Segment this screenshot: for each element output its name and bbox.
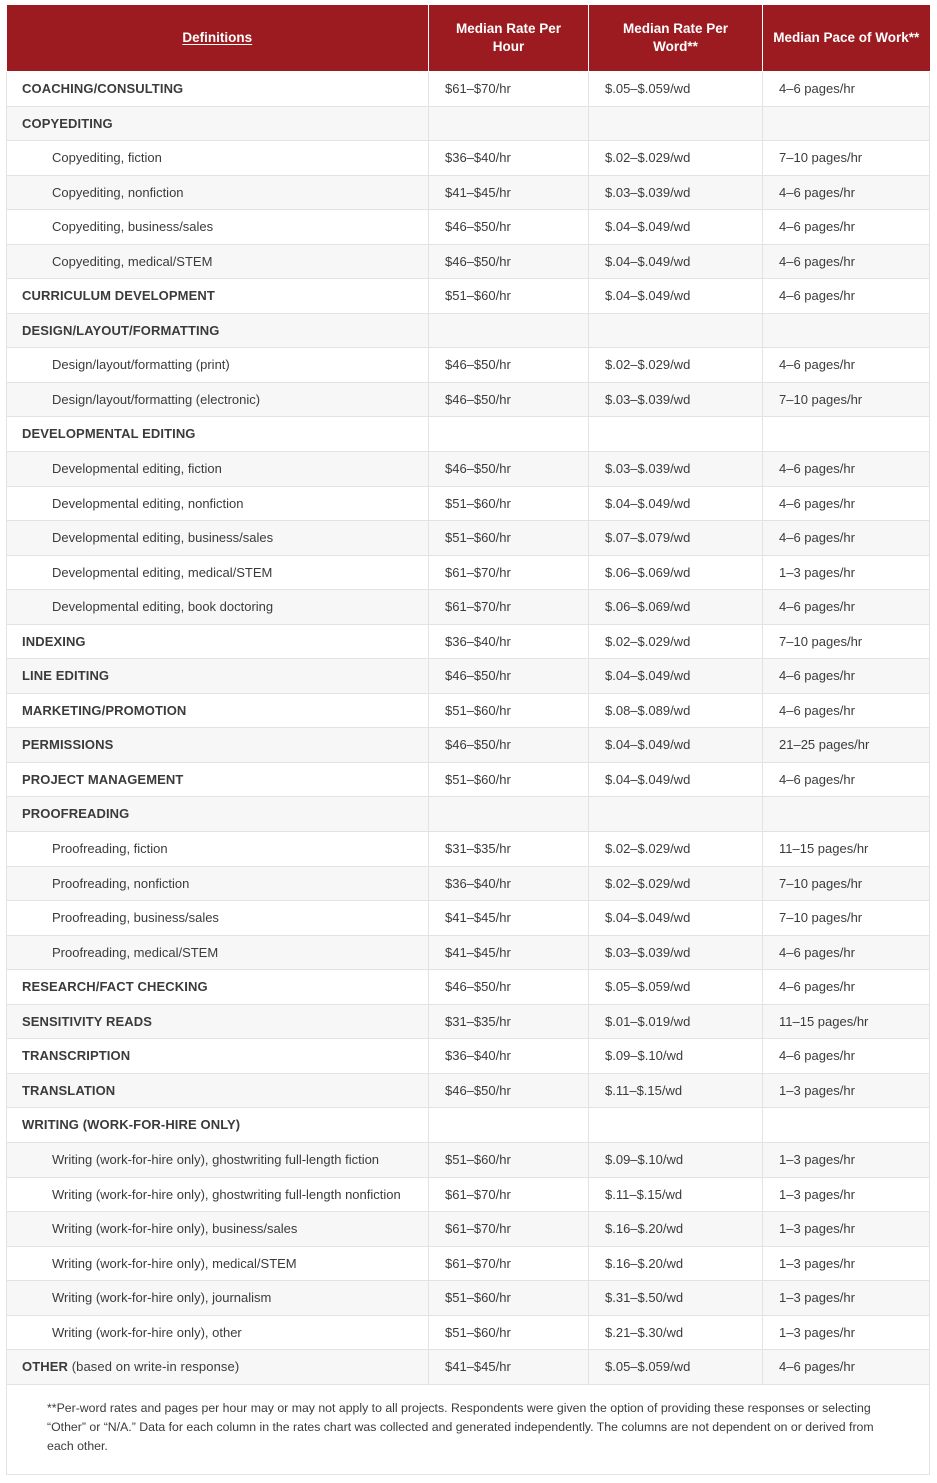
- pace-of-work-cell: 4–6 pages/hr: [763, 486, 930, 521]
- table-row: [7, 417, 930, 452]
- rate-per-word-cell: $.04–$.049/wd: [589, 901, 763, 936]
- pace-of-work-cell: [763, 797, 930, 832]
- rate-per-hour-cell: [429, 106, 589, 141]
- service-category-label: INDEXING: [7, 624, 429, 659]
- table-row: [7, 175, 930, 210]
- table-row: [7, 970, 930, 1005]
- service-category-label: DESIGN/LAYOUT/FORMATTING: [7, 313, 429, 348]
- service-subitem-label: Copyediting, nonfiction: [7, 175, 429, 210]
- rate-per-word-cell: [589, 417, 763, 452]
- rate-per-word-cell: [589, 1108, 763, 1143]
- table-row: [7, 1246, 930, 1281]
- table-row: [7, 106, 930, 141]
- rate-per-word-cell: $.02–$.029/wd: [589, 832, 763, 867]
- pace-of-work-cell: 1–3 pages/hr: [763, 1212, 930, 1247]
- rate-per-hour-cell: $61–$70/hr: [429, 590, 589, 625]
- rate-per-hour-cell: $46–$50/hr: [429, 210, 589, 245]
- rate-per-hour-cell: $51–$60/hr: [429, 521, 589, 556]
- pace-of-work-cell: 4–6 pages/hr: [763, 659, 930, 694]
- pace-of-work-cell: [763, 417, 930, 452]
- rate-per-word-cell: $.08–$.089/wd: [589, 693, 763, 728]
- rate-per-hour-cell: $51–$60/hr: [429, 279, 589, 314]
- pace-of-work-cell: 4–6 pages/hr: [763, 452, 930, 487]
- rate-per-word-cell: $.06–$.069/wd: [589, 590, 763, 625]
- rate-per-hour-cell: $46–$50/hr: [429, 382, 589, 417]
- service-subitem-label: Writing (work-for-hire only), journalism: [7, 1281, 429, 1316]
- footnote-text: **Per-word rates and pages per hour may or may not apply to all projects. Respondents were given the option of providing these responses or selecting “Other” or “N/A.” Data for each column in the rates chart was collected and generated independently. The columns are not dependent on or derived from each other.: [7, 1384, 930, 1474]
- table-row: [7, 1315, 930, 1350]
- table-row: [7, 797, 930, 832]
- pace-of-work-cell: 7–10 pages/hr: [763, 141, 930, 176]
- service-subitem-label: Writing (work-for-hire only), ghostwriting full-length fiction: [7, 1142, 429, 1177]
- rate-per-word-cell: $.04–$.049/wd: [589, 762, 763, 797]
- service-subitem-label: Writing (work-for-hire only), ghostwriting full-length nonfiction: [7, 1177, 429, 1212]
- rate-per-word-cell: $.04–$.049/wd: [589, 486, 763, 521]
- service-category-label: COACHING/CONSULTING: [7, 72, 429, 107]
- pace-of-work-cell: [763, 1108, 930, 1143]
- table-row: [7, 1108, 930, 1143]
- service-category-label: TRANSLATION: [7, 1073, 429, 1108]
- footnote-row: [7, 1384, 930, 1474]
- pace-of-work-cell: 4–6 pages/hr: [763, 348, 930, 383]
- service-category-label: LINE EDITING: [7, 659, 429, 694]
- table-row: [7, 901, 930, 936]
- table-row: [7, 1212, 930, 1247]
- service-category-label: TRANSCRIPTION: [7, 1039, 429, 1074]
- table-row: [7, 1142, 930, 1177]
- pace-of-work-cell: 7–10 pages/hr: [763, 624, 930, 659]
- rate-per-word-cell: $.16–$.20/wd: [589, 1246, 763, 1281]
- rate-per-word-cell: $.11–$.15/wd: [589, 1073, 763, 1108]
- table-row: [7, 590, 930, 625]
- rate-per-hour-cell: $51–$60/hr: [429, 1315, 589, 1350]
- table-row: [7, 659, 930, 694]
- service-subitem-label: Copyediting, medical/STEM: [7, 244, 429, 279]
- rate-per-word-cell: $.11–$.15/wd: [589, 1177, 763, 1212]
- table-row: [7, 452, 930, 487]
- editorial-rates-table: [6, 5, 930, 1475]
- table-row: [7, 1039, 930, 1074]
- service-subitem-label: Proofreading, fiction: [7, 832, 429, 867]
- rate-per-word-cell: $.04–$.049/wd: [589, 244, 763, 279]
- rate-per-hour-cell: $51–$60/hr: [429, 1281, 589, 1316]
- table-row: [7, 348, 930, 383]
- service-subitem-label: Proofreading, nonfiction: [7, 866, 429, 901]
- rate-per-hour-cell: $46–$50/hr: [429, 452, 589, 487]
- rate-per-hour-cell: $41–$45/hr: [429, 175, 589, 210]
- rate-per-hour-cell: $46–$50/hr: [429, 659, 589, 694]
- pace-of-work-cell: 11–15 pages/hr: [763, 832, 930, 867]
- pace-of-work-cell: 7–10 pages/hr: [763, 901, 930, 936]
- service-subitem-label: Writing (work-for-hire only), medical/STEM: [7, 1246, 429, 1281]
- pace-of-work-cell: 11–15 pages/hr: [763, 1004, 930, 1039]
- service-subitem-label: Writing (work-for-hire only), business/sales: [7, 1212, 429, 1247]
- rate-per-hour-cell: $36–$40/hr: [429, 866, 589, 901]
- table-row: [7, 693, 930, 728]
- rate-per-word-cell: $.05–$.059/wd: [589, 970, 763, 1005]
- rate-per-hour-cell: $46–$50/hr: [429, 1073, 589, 1108]
- column-header-pace-of-work: Median Pace of Work**: [763, 5, 930, 72]
- table-row: [7, 866, 930, 901]
- pace-of-work-cell: 4–6 pages/hr: [763, 1039, 930, 1074]
- service-category-label: WRITING (WORK-FOR-HIRE ONLY): [7, 1108, 429, 1143]
- service-category-label: SENSITIVITY READS: [7, 1004, 429, 1039]
- service-category-label: PROOFREADING: [7, 797, 429, 832]
- rate-per-word-cell: $.16–$.20/wd: [589, 1212, 763, 1247]
- table-row: [7, 555, 930, 590]
- table-row: [7, 210, 930, 245]
- service-subitem-label: Proofreading, business/sales: [7, 901, 429, 936]
- pace-of-work-cell: 4–6 pages/hr: [763, 175, 930, 210]
- rate-per-word-cell: $.02–$.029/wd: [589, 348, 763, 383]
- table-row: [7, 486, 930, 521]
- service-category-label: [7, 1350, 429, 1385]
- table-row: [7, 1177, 930, 1212]
- table-body: [7, 72, 930, 1475]
- rate-per-hour-cell: $61–$70/hr: [429, 1246, 589, 1281]
- rate-per-word-cell: $.03–$.039/wd: [589, 935, 763, 970]
- table-row: [7, 521, 930, 556]
- column-header-definitions[interactable]: [7, 5, 429, 72]
- service-subitem-label: Design/layout/formatting (electronic): [7, 382, 429, 417]
- table-row: [7, 313, 930, 348]
- table-row: [7, 72, 930, 107]
- service-subitem-label: Design/layout/formatting (print): [7, 348, 429, 383]
- service-subitem-label: Developmental editing, fiction: [7, 452, 429, 487]
- rate-per-word-cell: $.21–$.30/wd: [589, 1315, 763, 1350]
- service-subitem-label: Copyediting, business/sales: [7, 210, 429, 245]
- table-row: [7, 279, 930, 314]
- table-row: [7, 141, 930, 176]
- rate-per-hour-cell: [429, 417, 589, 452]
- rate-per-hour-cell: $46–$50/hr: [429, 244, 589, 279]
- pace-of-work-cell: 7–10 pages/hr: [763, 866, 930, 901]
- pace-of-work-cell: 4–6 pages/hr: [763, 970, 930, 1005]
- service-label-suffix: (based on write-in response): [68, 1359, 240, 1375]
- table-row: [7, 1350, 930, 1385]
- rate-per-hour-cell: $36–$40/hr: [429, 141, 589, 176]
- table-row: [7, 382, 930, 417]
- pace-of-work-cell: 4–6 pages/hr: [763, 693, 930, 728]
- service-subitem-label: Developmental editing, book doctoring: [7, 590, 429, 625]
- table-row: [7, 624, 930, 659]
- rate-per-word-cell: $.03–$.039/wd: [589, 382, 763, 417]
- table-header: [7, 5, 930, 72]
- pace-of-work-cell: 1–3 pages/hr: [763, 1315, 930, 1350]
- service-category-label: PERMISSIONS: [7, 728, 429, 763]
- pace-of-work-cell: 4–6 pages/hr: [763, 590, 930, 625]
- rate-per-word-cell: $.03–$.039/wd: [589, 175, 763, 210]
- table-row: [7, 935, 930, 970]
- rate-per-hour-cell: $36–$40/hr: [429, 624, 589, 659]
- pace-of-work-cell: 1–3 pages/hr: [763, 1142, 930, 1177]
- rate-per-word-cell: $.04–$.049/wd: [589, 728, 763, 763]
- rate-per-word-cell: $.04–$.049/wd: [589, 279, 763, 314]
- rate-per-hour-cell: $31–$35/hr: [429, 832, 589, 867]
- rate-per-hour-cell: $51–$60/hr: [429, 693, 589, 728]
- rate-per-word-cell: [589, 106, 763, 141]
- rate-per-hour-cell: $31–$35/hr: [429, 1004, 589, 1039]
- pace-of-work-cell: 1–3 pages/hr: [763, 1073, 930, 1108]
- rate-per-word-cell: $.02–$.029/wd: [589, 624, 763, 659]
- pace-of-work-cell: [763, 106, 930, 141]
- pace-of-work-cell: 4–6 pages/hr: [763, 210, 930, 245]
- pace-of-work-cell: 4–6 pages/hr: [763, 521, 930, 556]
- service-subitem-label: Copyediting, fiction: [7, 141, 429, 176]
- service-label-main: OTHER: [22, 1359, 68, 1375]
- table-row: [7, 244, 930, 279]
- column-header-rate-per-hour: Median Rate Per Hour: [429, 5, 589, 72]
- pace-of-work-cell: 1–3 pages/hr: [763, 1281, 930, 1316]
- rate-per-hour-cell: $46–$50/hr: [429, 970, 589, 1005]
- rate-per-hour-cell: [429, 1108, 589, 1143]
- pace-of-work-cell: 4–6 pages/hr: [763, 762, 930, 797]
- rate-per-hour-cell: $41–$45/hr: [429, 1350, 589, 1385]
- rate-per-hour-cell: $46–$50/hr: [429, 728, 589, 763]
- rate-per-hour-cell: $46–$50/hr: [429, 348, 589, 383]
- rate-per-word-cell: $.05–$.059/wd: [589, 72, 763, 107]
- pace-of-work-cell: 1–3 pages/hr: [763, 1177, 930, 1212]
- service-subitem-label: Writing (work-for-hire only), other: [7, 1315, 429, 1350]
- rate-per-hour-cell: [429, 313, 589, 348]
- rate-per-hour-cell: [429, 797, 589, 832]
- pace-of-work-cell: 1–3 pages/hr: [763, 1246, 930, 1281]
- pace-of-work-cell: 4–6 pages/hr: [763, 72, 930, 107]
- rate-per-hour-cell: $51–$60/hr: [429, 762, 589, 797]
- rate-per-word-cell: [589, 313, 763, 348]
- rate-per-hour-cell: $36–$40/hr: [429, 1039, 589, 1074]
- rate-per-hour-cell: $41–$45/hr: [429, 901, 589, 936]
- service-subitem-label: Developmental editing, medical/STEM: [7, 555, 429, 590]
- rate-per-word-cell: $.02–$.029/wd: [589, 141, 763, 176]
- pace-of-work-cell: 4–6 pages/hr: [763, 1350, 930, 1385]
- rate-per-hour-cell: $61–$70/hr: [429, 72, 589, 107]
- rate-per-word-cell: $.04–$.049/wd: [589, 210, 763, 245]
- pace-of-work-cell: 21–25 pages/hr: [763, 728, 930, 763]
- table-row: [7, 762, 930, 797]
- rate-per-hour-cell: $61–$70/hr: [429, 555, 589, 590]
- table-row: [7, 728, 930, 763]
- pace-of-work-cell: 7–10 pages/hr: [763, 382, 930, 417]
- rate-per-hour-cell: $51–$60/hr: [429, 486, 589, 521]
- definitions-link[interactable]: Definitions: [182, 29, 253, 45]
- service-category-label: PROJECT MANAGEMENT: [7, 762, 429, 797]
- rate-per-word-cell: $.07–$.079/wd: [589, 521, 763, 556]
- rate-per-word-cell: $.06–$.069/wd: [589, 555, 763, 590]
- pace-of-work-cell: 1–3 pages/hr: [763, 555, 930, 590]
- rate-per-hour-cell: $61–$70/hr: [429, 1212, 589, 1247]
- rate-per-hour-cell: $51–$60/hr: [429, 1142, 589, 1177]
- pace-of-work-cell: 4–6 pages/hr: [763, 935, 930, 970]
- column-header-rate-per-word: Median Rate Per Word**: [589, 5, 763, 72]
- pace-of-work-cell: 4–6 pages/hr: [763, 279, 930, 314]
- header-row: [7, 5, 930, 72]
- service-subitem-label: Developmental editing, business/sales: [7, 521, 429, 556]
- rate-per-word-cell: $.03–$.039/wd: [589, 452, 763, 487]
- pace-of-work-cell: [763, 313, 930, 348]
- rate-per-word-cell: $.09–$.10/wd: [589, 1142, 763, 1177]
- service-subitem-label: Proofreading, medical/STEM: [7, 935, 429, 970]
- table-row: [7, 1004, 930, 1039]
- service-category-label: MARKETING/PROMOTION: [7, 693, 429, 728]
- rate-per-word-cell: $.31–$.50/wd: [589, 1281, 763, 1316]
- service-category-label: COPYEDITING: [7, 106, 429, 141]
- rate-per-hour-cell: $41–$45/hr: [429, 935, 589, 970]
- rate-per-word-cell: [589, 797, 763, 832]
- rate-per-word-cell: $.04–$.049/wd: [589, 659, 763, 694]
- table-row: [7, 832, 930, 867]
- rate-per-word-cell: $.09–$.10/wd: [589, 1039, 763, 1074]
- service-category-label: DEVELOPMENTAL EDITING: [7, 417, 429, 452]
- rate-per-hour-cell: $61–$70/hr: [429, 1177, 589, 1212]
- service-subitem-label: Developmental editing, nonfiction: [7, 486, 429, 521]
- rate-per-word-cell: $.02–$.029/wd: [589, 866, 763, 901]
- table-row: [7, 1073, 930, 1108]
- pace-of-work-cell: 4–6 pages/hr: [763, 244, 930, 279]
- rate-per-word-cell: $.05–$.059/wd: [589, 1350, 763, 1385]
- service-category-label: CURRICULUM DEVELOPMENT: [7, 279, 429, 314]
- service-category-label: RESEARCH/FACT CHECKING: [7, 970, 429, 1005]
- rate-per-word-cell: $.01–$.019/wd: [589, 1004, 763, 1039]
- table-row: [7, 1281, 930, 1316]
